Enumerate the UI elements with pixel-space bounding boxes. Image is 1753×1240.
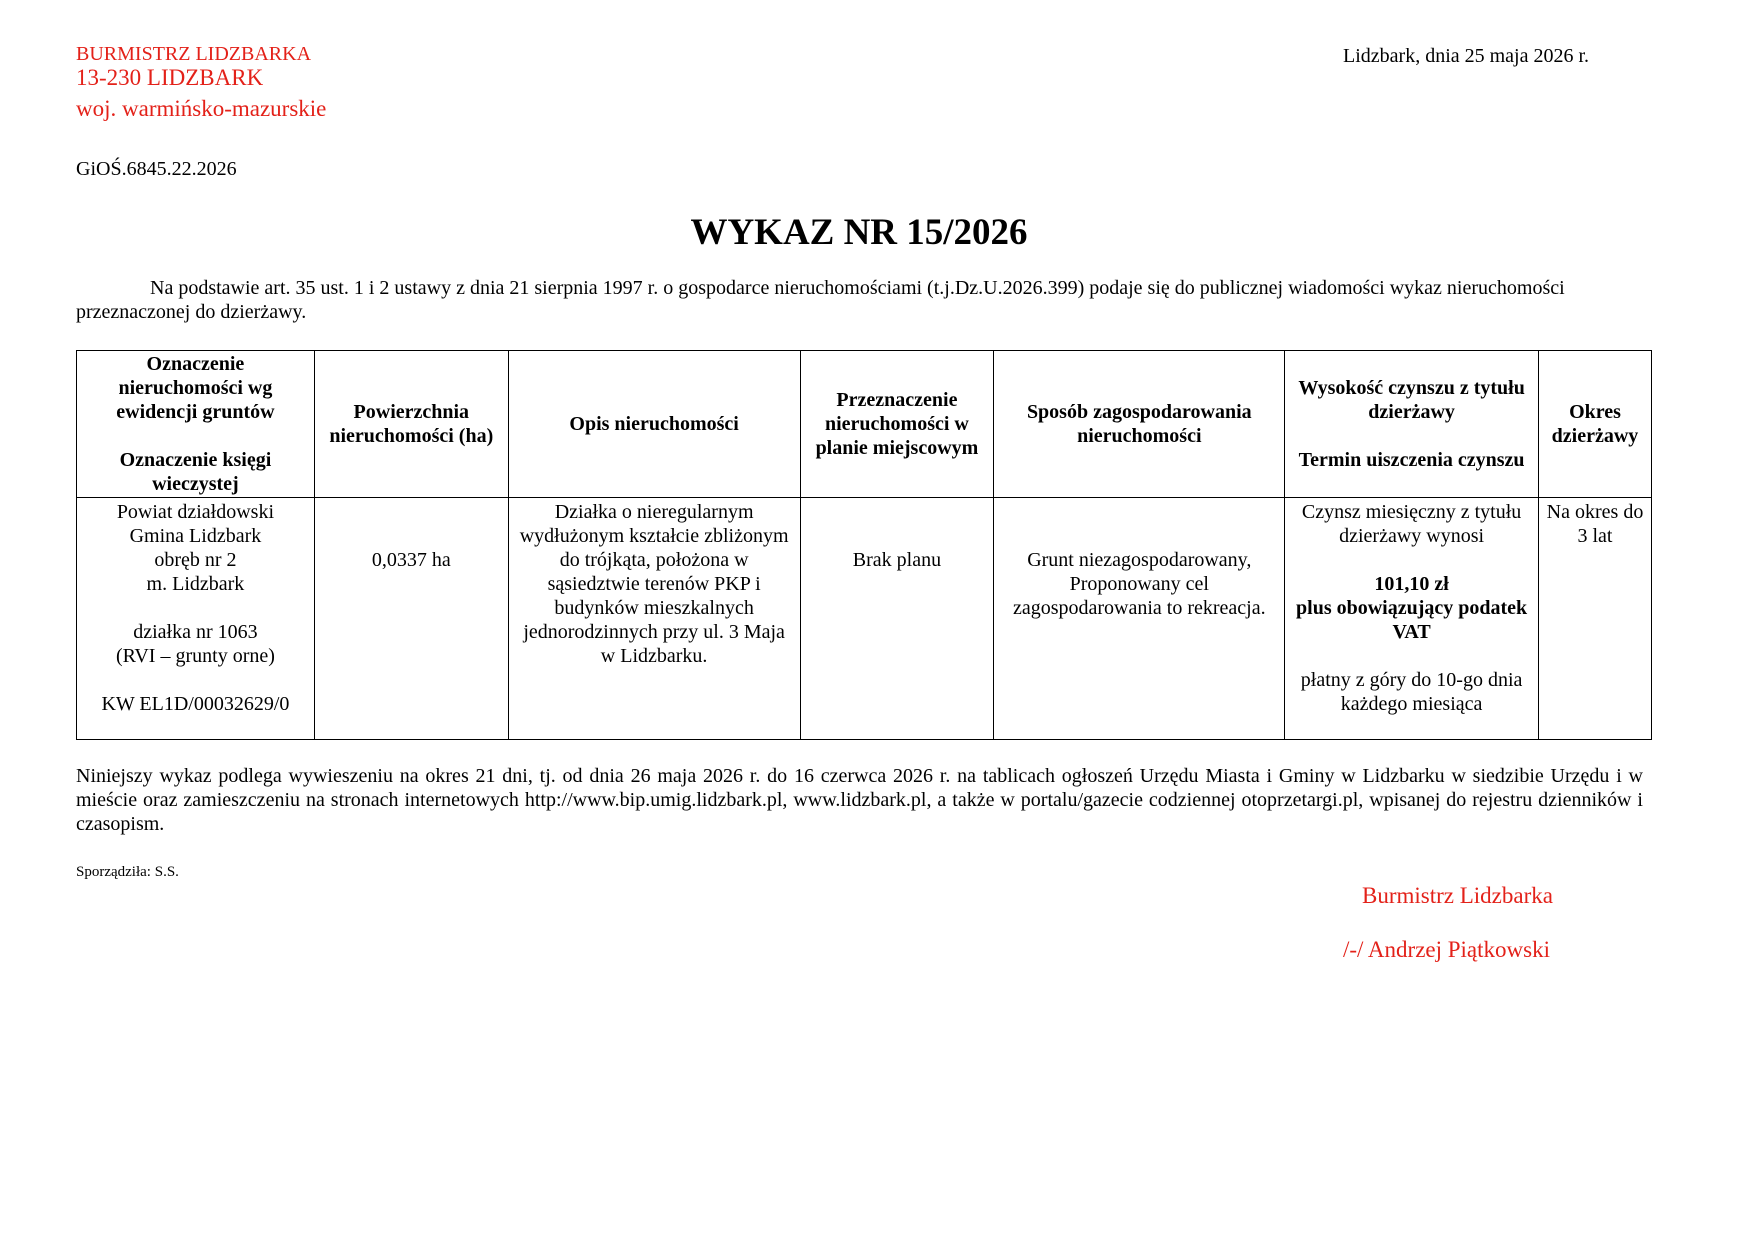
document-title: WYKAZ NR 15/2026 (690, 212, 1028, 253)
document-date: Lidzbark, dnia 25 maja 2026 r. (1343, 45, 1590, 67)
location-precinct: obręb nr 2 (154, 549, 237, 571)
land-register-number: KW EL1D/00032629/0 (101, 693, 290, 715)
office-header (76, 44, 326, 120)
cell-zoning: Brak planu (800, 498, 994, 740)
prepared-by: Sporządziła: S.S. (76, 864, 179, 880)
office-name: BURMISTRZ LIDZBARKA (76, 43, 312, 65)
header-rent-term-label: Termin uiszczenia czynszu (1298, 449, 1525, 471)
rent-payment-term: płatny z góry do 10-go dnia każdego miesiąca (1300, 669, 1523, 715)
header-cadastral-label: Oznaczenie nieruchomości wg ewidencji gruntów (116, 353, 275, 423)
rent-vat: plus obowiązujący podatek VAT (1296, 597, 1528, 643)
header-area: Powierzchnia nieruchomości (ha) (314, 351, 508, 498)
office-voivodeship: woj. warmińsko-mazurskie (76, 96, 327, 121)
location-municipality: Gmina Lidzbark (129, 525, 262, 547)
signatory-title: Burmistrz Lidzbarka (1362, 883, 1553, 908)
header-zoning: Przeznaczenie nieruchomości w planie miejscowym (800, 351, 994, 498)
rent-amount: 101,10 zł (1374, 573, 1449, 595)
header-rent (1285, 351, 1539, 498)
location-county: Powiat działdowski (116, 501, 275, 523)
cell-development: Grunt niezagospodarowany, Proponowany cel zagospodarowania to rekreacja. (994, 498, 1285, 740)
header-parcel-designation (77, 351, 315, 498)
intro-paragraph: Na podstawie art. 35 ust. 1 i 2 ustawy z dnia 21 sierpnia 1997 r. o gospodarce nieruchomościami (t.j.Dz.U.2026.399) podaje się do publicznej wiadomości wykaz nieruchomości przeznaczonej do dzierżawy. (76, 277, 1565, 323)
header-rent-amount-label: Wysokość czynszu z tytułu dzierżawy (1298, 377, 1525, 423)
property-table (76, 350, 1652, 740)
table-row (77, 498, 1652, 740)
header-lease-period: Okres dzierżawy (1538, 351, 1651, 498)
table-header-row (77, 351, 1652, 498)
cell-rent (1285, 498, 1539, 740)
signatory-name: /-/ Andrzej Piątkowski (1343, 937, 1550, 962)
header-development: Sposób zagospodarowania nieruchomości (994, 351, 1285, 498)
publication-notice: Niniejszy wykaz podlega wywieszeniu na okres 21 dni, tj. od dnia 26 maja 2026 r. do 16 czerwca 2026 r. na tablicach ogłoszeń Urzędu Miasta i Gminy w Lidzbarku w siedzibie Urzędu i w mieście oraz zamieszczeniu na stronach internetowych http://www.bip.umig.lidzbark.pl, www.lidzbark.pl, a także w portalu/gazecie codziennej otoprzetargi.pl, wpisanej do rejestru dzienników i czasopism. (76, 765, 1643, 835)
rent-intro: Czynsz miesięczny z tytułu dzierżawy wynosi (1301, 501, 1522, 547)
header-description: Opis nieruchomości (508, 351, 800, 498)
cell-lease-period: Na okres do 3 lat (1538, 498, 1651, 740)
reference-number: GiOŚ.6845.22.2026 (76, 158, 237, 180)
cell-description: Działka o nieregularnym wydłużonym kształcie zbliżonym do trójkąta, położona w sąsiedztwie terenów PKP i budynków mieszkalnych jednorodzinnych przy ul. 3 Maja w Lidzbarku. (508, 498, 800, 740)
parcel-land-class: (RVI – grunty orne) (115, 645, 275, 667)
parcel-number: działka nr 1063 (133, 621, 258, 643)
cell-area: 0,0337 ha (314, 498, 508, 740)
header-land-register-label: Oznaczenie księgi wieczystej (119, 449, 272, 495)
location-town: m. Lidzbark (146, 573, 245, 595)
office-postal-address: 13-230 LIDZBARK (76, 65, 264, 90)
cell-parcel-designation (77, 498, 315, 740)
